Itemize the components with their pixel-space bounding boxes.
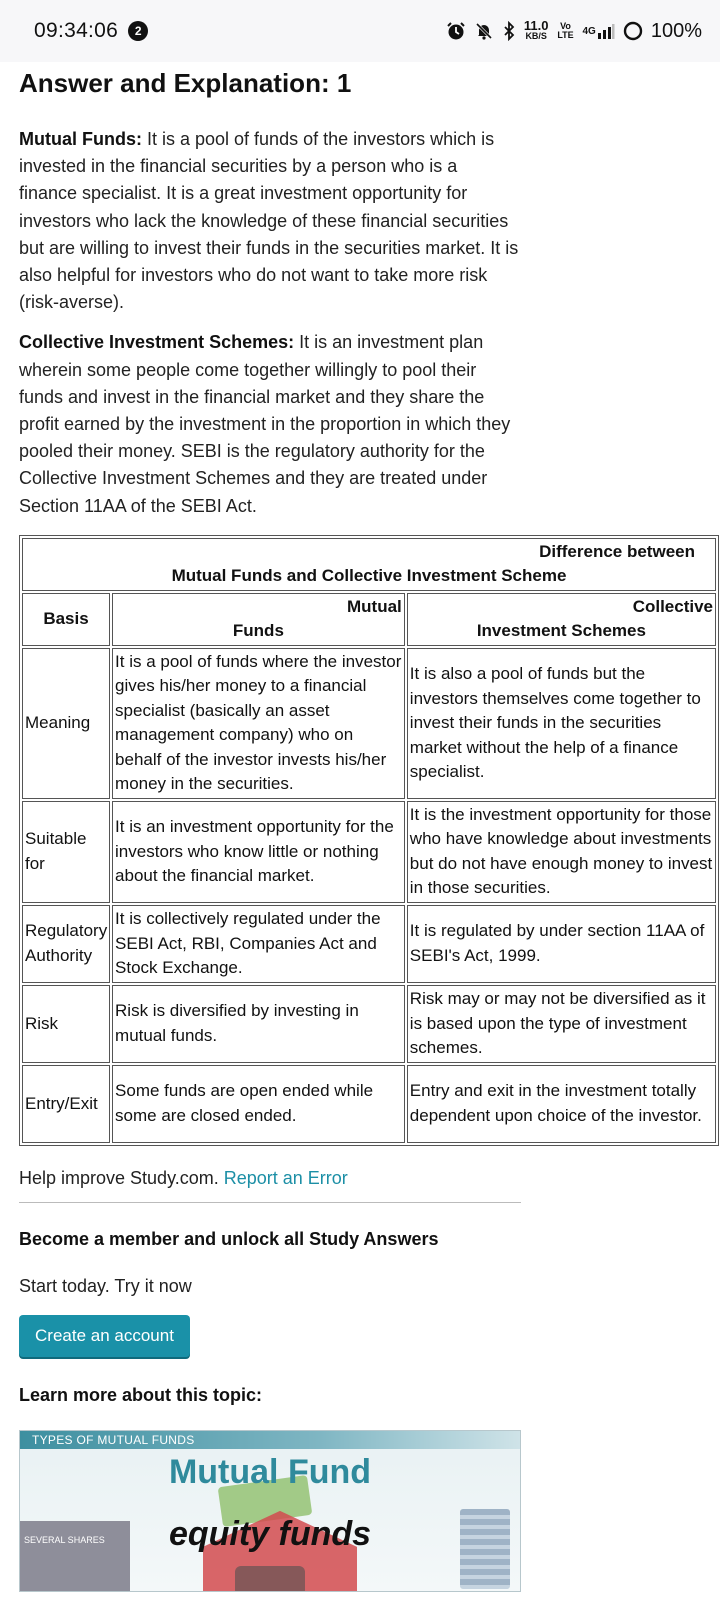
row-basis: Regulatory Authority — [22, 905, 110, 983]
row-mutual-funds: Some funds are open ended while some are closed ended. — [112, 1065, 405, 1143]
mutual-funds-paragraph — [19, 126, 519, 316]
collective-schemes-term: Collective Investment Schemes: — [19, 332, 295, 353]
divider — [19, 1202, 521, 1203]
status-icons — [446, 20, 702, 43]
help-text: Help improve Study.com. — [19, 1167, 224, 1188]
row-mutual-funds: It is a pool of funds where the investor gives his/her money to a financial specialist (basically an asset management company) who on behalf of the investor invests his/her money in the securities. — [112, 648, 405, 799]
network-speed: 11.0 KB/S — [523, 18, 549, 41]
play-icon[interactable] — [235, 1566, 305, 1592]
table-row — [22, 905, 716, 983]
row-basis: Suitable for — [22, 801, 110, 903]
row-basis: Meaning — [22, 648, 110, 799]
member-heading: Become a member and unlock all Study Answers — [19, 1228, 439, 1249]
notification-count-badge: 2 — [128, 21, 148, 41]
column-header-basis: Basis — [22, 593, 110, 646]
battery-icon — [623, 21, 643, 41]
row-mutual-funds: It is collectively regulated under the SEBI Act, RBI, Companies Act and Stock Exchange. — [112, 905, 405, 983]
comparison-table — [19, 535, 719, 1146]
answer-content — [19, 62, 719, 1592]
row-collective-schemes: It is the investment opportunity for those who have knowledge about investments but do not have enough money to invest in those securities. — [407, 801, 716, 903]
learn-more-heading: Learn more about this topic: — [19, 1384, 263, 1405]
table-row — [22, 801, 716, 903]
mutual-funds-term: Mutual Funds: — [19, 129, 142, 149]
video-banner: TYPES OF MUTUAL FUNDS — [20, 1431, 520, 1449]
answer-title: Answer and Explanation: 1 — [19, 68, 352, 98]
status-time: 09:34:06 — [34, 19, 119, 42]
report-error-link[interactable]: Report an Error — [223, 1167, 348, 1188]
row-collective-schemes: Risk may or may not be diversified as it is based upon the type of investment schemes. — [407, 985, 716, 1063]
row-collective-schemes: It is regulated by under section 11AA of SEBI's Act, 1999. — [407, 905, 716, 983]
row-collective-schemes: Entry and exit in the investment totally dependent upon choice of the investor. — [407, 1065, 716, 1143]
signal-icon — [583, 22, 615, 40]
table-heading: Difference between Mutual Funds and Collective Investment Scheme — [22, 538, 716, 591]
row-mutual-funds: It is an investment opportunity for the investors who know little or nothing about the financial market. — [112, 801, 405, 903]
row-collective-schemes: It is also a pool of funds but the investors themselves come together to invest their funds in the securities market without the help of a finance specialist. — [407, 648, 716, 799]
start-today-text: Start today. Try it now — [19, 1275, 192, 1296]
status-bar — [0, 0, 720, 62]
video-subtitle: equity funds — [168, 1514, 372, 1553]
row-mutual-funds: Risk is diversified by investing in mutual funds. — [112, 985, 405, 1063]
table-row — [22, 1065, 716, 1143]
mute-bell-icon — [474, 21, 494, 41]
create-account-button[interactable]: Create an account — [19, 1315, 190, 1357]
column-header-mutual-funds: Mutual Funds — [112, 593, 405, 646]
alarm-icon — [446, 21, 466, 41]
network-type: 4G — [582, 25, 596, 37]
help-improve — [19, 1166, 719, 1190]
shares-illustration: SEVERAL SHARES — [20, 1521, 130, 1591]
table-heading-row — [22, 538, 716, 591]
row-basis: Entry/Exit — [22, 1065, 110, 1143]
collective-schemes-paragraph — [19, 329, 519, 519]
table-header-row — [22, 593, 716, 646]
mutual-funds-text: It is a pool of funds of the investors which is invested in the financial securities by a person who is a finance specialist. It is a great investment opportunity for investors who lack the knowledge of these financial securities but are willing to invest their funds in the securities market. It is also helpful for investors who do not want to take more risk (risk-averse). — [19, 129, 519, 313]
table-row — [22, 648, 716, 799]
collective-schemes-text: It is an investment plan wherein some people come together willingly to pool their funds and invest in the financial market and they share the profit earned by the investment in the proportion in which they pooled their money. SEBI is the regulatory authority for the Collective Investment Schemes and they are treated under Section 11AA of the SEBI Act. — [19, 332, 511, 516]
video-title: Mutual Fund — [168, 1452, 372, 1491]
column-header-collective-schemes: Collective Investment Schemes — [407, 593, 716, 646]
row-basis: Risk — [22, 985, 110, 1063]
table-row — [22, 985, 716, 1063]
bluetooth-icon — [502, 21, 516, 41]
battery-percent: 100% — [650, 19, 702, 42]
video-thumbnail[interactable] — [19, 1430, 521, 1592]
volte-indicator: Vo LTE — [557, 21, 574, 40]
